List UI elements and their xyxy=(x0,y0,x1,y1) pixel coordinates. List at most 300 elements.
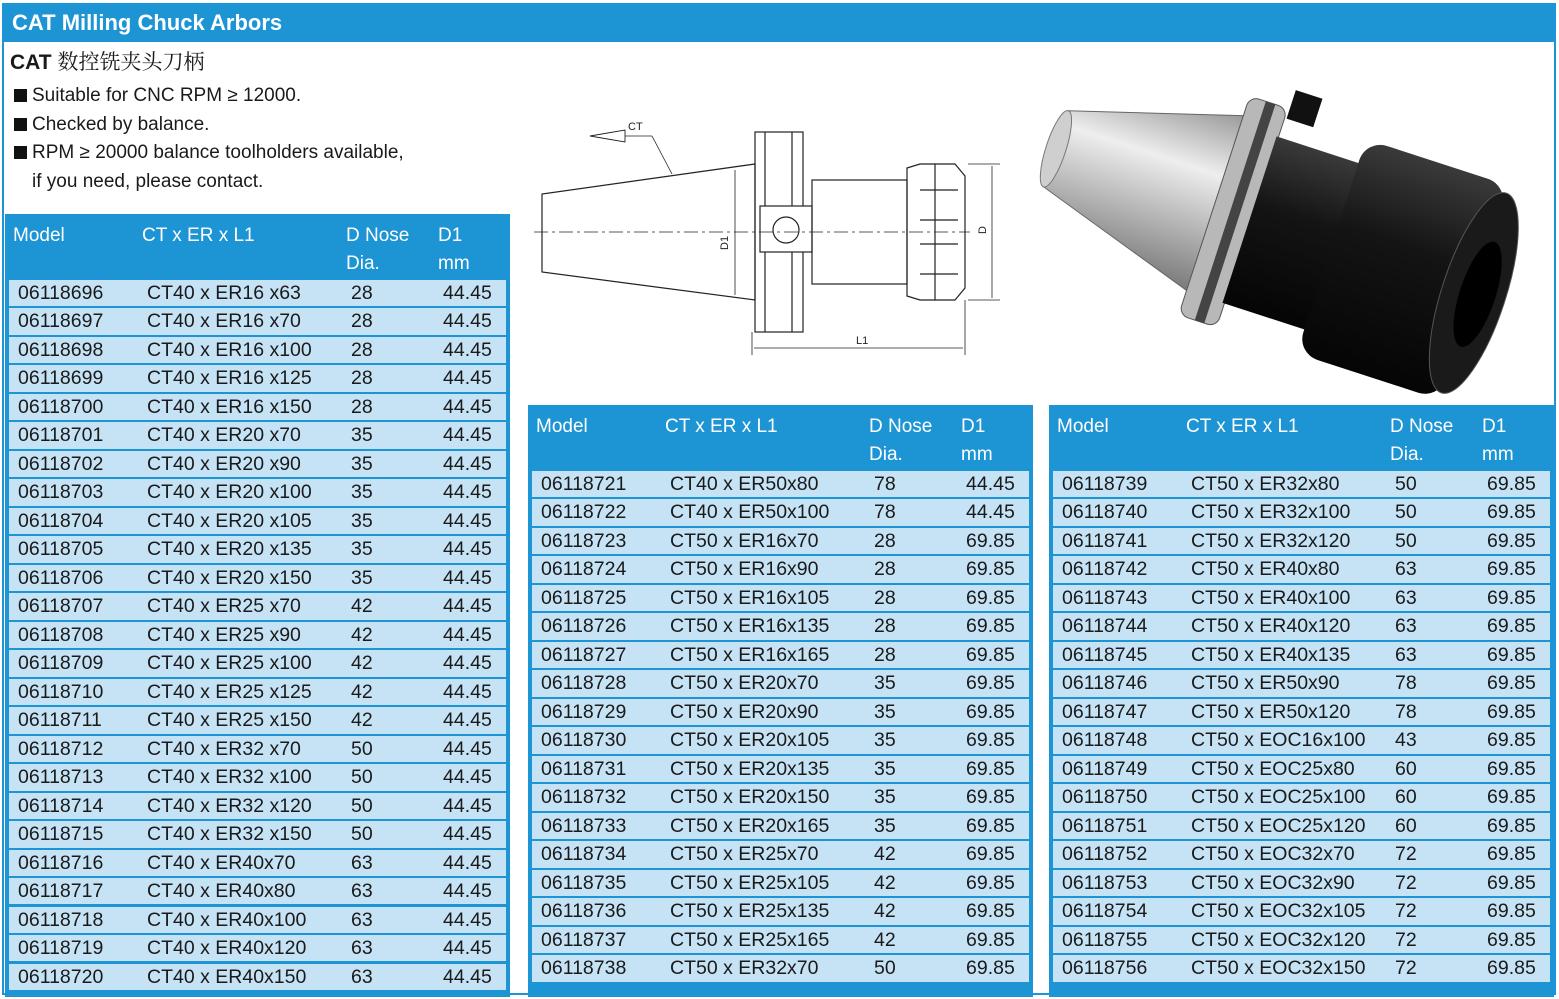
cell-model: 06118724 xyxy=(541,558,627,581)
cell-spec: CT50 x ER20x150 xyxy=(670,786,830,809)
table-row xyxy=(532,784,1029,810)
cell-d1: 44.45 xyxy=(443,965,492,988)
cell-spec: CT50 x ER25x70 xyxy=(670,843,819,866)
cell-spec: CT50 x EOC16x100 xyxy=(1191,729,1366,752)
cell-model: 06118744 xyxy=(1062,615,1148,638)
cell-d1: 69.85 xyxy=(1487,900,1536,923)
cell-d1: 44.45 xyxy=(443,338,492,361)
cell-spec: CT50 x EOC25x100 xyxy=(1191,786,1366,809)
cell-dnose: 42 xyxy=(874,900,896,923)
cell-model: 06118701 xyxy=(18,424,104,447)
table-row xyxy=(9,878,506,904)
table-row xyxy=(532,699,1029,725)
cell-model: 06118725 xyxy=(541,586,627,609)
cell-d1: 44.45 xyxy=(443,595,492,618)
cell-dnose: 63 xyxy=(1395,558,1417,581)
table-row xyxy=(1053,471,1550,497)
cell-spec: CT50 x ER40x80 xyxy=(1191,558,1340,581)
cell-d1: 69.85 xyxy=(966,928,1015,951)
cell-spec: CT40 x ER40x70 xyxy=(147,851,296,874)
subtitle-chinese: 数控铣夹头刀柄 xyxy=(57,51,205,74)
cell-dnose: 50 xyxy=(351,794,373,817)
table-row xyxy=(532,556,1029,582)
cell-dnose: 28 xyxy=(874,529,896,552)
table-row xyxy=(532,841,1029,867)
cell-d1: 44.45 xyxy=(443,709,492,732)
cell-model: 06118716 xyxy=(18,851,104,874)
cell-dnose: 28 xyxy=(874,586,896,609)
cell-model: 06118700 xyxy=(18,395,104,418)
cell-model: 06118748 xyxy=(1062,729,1148,752)
cell-d1: 44.45 xyxy=(443,851,492,874)
cell-spec: CT40 x ER25 x150 xyxy=(147,709,312,732)
cell-model: 06118706 xyxy=(18,566,104,589)
cell-d1: 44.45 xyxy=(443,509,492,532)
table-row xyxy=(1053,499,1550,525)
cell-dnose: 28 xyxy=(351,310,373,333)
cell-model: 06118733 xyxy=(541,814,627,837)
cell-spec: CT50 x ER50x90 xyxy=(1191,672,1340,695)
table-body xyxy=(532,471,1029,984)
cell-dnose: 42 xyxy=(351,623,373,646)
table-row xyxy=(9,793,506,819)
cell-model: 06118755 xyxy=(1062,928,1148,951)
subtitle-bold: CAT xyxy=(10,51,52,74)
cell-d1: 69.85 xyxy=(966,529,1015,552)
cell-dnose: 28 xyxy=(351,338,373,361)
cell-d1: 69.85 xyxy=(966,843,1015,866)
table-row xyxy=(1053,642,1550,668)
subtitle xyxy=(10,46,204,76)
cell-d1: 69.85 xyxy=(1487,957,1536,980)
cell-d1: 69.85 xyxy=(1487,643,1536,666)
cell-dnose: 78 xyxy=(874,473,896,495)
cell-spec: CT50 x EOC25x80 xyxy=(1191,757,1355,780)
cell-spec: CT50 x ER20x70 xyxy=(670,672,819,695)
cell-d1: 69.85 xyxy=(966,729,1015,752)
table-row xyxy=(9,280,506,306)
cell-spec: CT40 x ER40x100 xyxy=(147,908,307,931)
cell-spec: CT50 x ER16x135 xyxy=(670,615,830,638)
table-row xyxy=(1053,528,1550,554)
cell-d1: 69.85 xyxy=(966,757,1015,780)
cell-dnose: 35 xyxy=(351,566,373,589)
cell-d1: 69.85 xyxy=(966,957,1015,980)
cell-spec: CT50 x ER25x135 xyxy=(670,900,830,923)
cell-model: 06118720 xyxy=(18,965,104,988)
technical-drawing xyxy=(530,110,1010,360)
table-row xyxy=(9,679,506,705)
cell-d1: 44.45 xyxy=(443,823,492,846)
table-row xyxy=(1053,670,1550,696)
square-bullet-icon xyxy=(14,89,27,102)
cell-d1: 69.85 xyxy=(966,700,1015,723)
cell-model: 06118740 xyxy=(1062,501,1148,524)
table-row xyxy=(1053,841,1550,867)
table-row xyxy=(1053,955,1550,981)
cell-spec: CT40 x ER16 x100 xyxy=(147,338,312,361)
cell-d1: 44.45 xyxy=(443,538,492,561)
cell-model: 06118727 xyxy=(541,643,627,666)
cell-d1: 69.85 xyxy=(1487,615,1536,638)
table-row xyxy=(532,585,1029,611)
cell-d1: 69.85 xyxy=(966,814,1015,837)
cell-d1: 44.45 xyxy=(443,794,492,817)
cell-spec: CT50 x ER20x105 xyxy=(670,729,830,752)
table-row xyxy=(9,821,506,847)
cell-model: 06118717 xyxy=(18,880,104,903)
cell-dnose: 50 xyxy=(351,766,373,789)
cell-model: 06118736 xyxy=(541,900,627,923)
header-spec: CT x ER x L1 xyxy=(665,416,778,437)
page-title: CAT Milling Chuck Arbors xyxy=(12,10,283,35)
cell-model: 06118711 xyxy=(18,709,102,732)
cell-model: 06118754 xyxy=(1062,900,1148,923)
cell-d1: 69.85 xyxy=(1487,501,1536,524)
table-header xyxy=(5,217,510,275)
header-model: Model xyxy=(13,225,65,246)
cell-model: 06118732 xyxy=(541,786,627,809)
table-header xyxy=(1049,408,1554,466)
table-row xyxy=(9,337,506,363)
table-row xyxy=(1053,870,1550,896)
cell-d1: 44.45 xyxy=(966,501,1015,524)
cell-model: 06118756 xyxy=(1062,957,1148,980)
cell-spec: CT50 x EOC25x120 xyxy=(1191,814,1366,837)
table-row xyxy=(1053,898,1550,924)
cell-spec: CT50 x EOC32x105 xyxy=(1191,900,1366,923)
cell-model: 06118745 xyxy=(1062,643,1148,666)
cell-d1: 69.85 xyxy=(1487,814,1536,837)
cell-d1: 69.85 xyxy=(1487,558,1536,581)
cell-d1: 44.45 xyxy=(443,481,492,504)
cell-spec: CT50 x ER20x165 xyxy=(670,814,830,837)
cell-dnose: 28 xyxy=(351,282,373,304)
product-photo xyxy=(1018,72,1548,412)
table-row xyxy=(9,479,506,505)
cell-d1: 44.45 xyxy=(443,452,492,475)
cell-d1: 44.45 xyxy=(443,737,492,760)
cell-d1: 69.85 xyxy=(966,586,1015,609)
cell-dnose: 72 xyxy=(1395,928,1417,951)
cell-model: 06118723 xyxy=(541,529,627,552)
cell-model: 06118737 xyxy=(541,928,627,951)
cell-dnose: 63 xyxy=(351,908,373,931)
cell-d1: 69.85 xyxy=(966,786,1015,809)
cell-spec: CT40 x ER40x150 xyxy=(147,965,307,988)
cell-spec: CT40 x ER32 x70 xyxy=(147,737,301,760)
cell-d1: 44.45 xyxy=(443,908,492,931)
cell-spec: CT40 x ER20 x135 xyxy=(147,538,312,561)
table-row xyxy=(532,727,1029,753)
cell-dnose: 35 xyxy=(874,729,896,752)
cell-d1: 44.45 xyxy=(443,623,492,646)
table-row xyxy=(9,565,506,591)
cell-spec: CT50 x ER32x100 xyxy=(1191,501,1351,524)
cell-d1: 69.85 xyxy=(966,643,1015,666)
cell-dnose: 63 xyxy=(351,851,373,874)
cell-model: 06118710 xyxy=(18,680,104,703)
cell-dnose: 35 xyxy=(874,814,896,837)
cell-dnose: 72 xyxy=(1395,957,1417,980)
table-row xyxy=(1053,699,1550,725)
cell-spec: CT50 x ER40x135 xyxy=(1191,643,1351,666)
cell-spec: CT50 x ER25x165 xyxy=(670,928,830,951)
cell-spec: CT40 x ER25 x90 xyxy=(147,623,301,646)
cell-model: 06118708 xyxy=(18,623,104,646)
cell-spec: CT40 x ER20 x70 xyxy=(147,424,301,447)
cell-d1: 44.45 xyxy=(443,652,492,675)
cell-model: 06118707 xyxy=(18,595,104,618)
table-row xyxy=(1053,585,1550,611)
cell-dnose: 35 xyxy=(874,786,896,809)
cell-spec: CT50 x EOC32x120 xyxy=(1191,928,1366,951)
cell-dnose: 35 xyxy=(874,757,896,780)
cell-dnose: 63 xyxy=(351,965,373,988)
cell-dnose: 35 xyxy=(351,424,373,447)
cell-dnose: 63 xyxy=(351,880,373,903)
table-row xyxy=(9,536,506,562)
cell-spec: CT40 x ER20 x150 xyxy=(147,566,312,589)
table-row xyxy=(1053,556,1550,582)
cell-spec: CT40 x ER20 x90 xyxy=(147,452,301,475)
cell-model: 06118735 xyxy=(541,871,627,894)
cell-d1: 44.45 xyxy=(443,566,492,589)
cell-model: 06118713 xyxy=(18,766,104,789)
cell-model: 06118718 xyxy=(18,908,104,931)
header-d1: D1 mm xyxy=(438,225,470,274)
table-row xyxy=(1053,727,1550,753)
table-row xyxy=(9,850,506,876)
cell-d1: 69.85 xyxy=(1487,672,1536,695)
cell-spec: CT50 x ER25x105 xyxy=(670,871,830,894)
cell-model: 06118721 xyxy=(541,473,627,495)
table-row xyxy=(9,593,506,619)
cell-dnose: 50 xyxy=(351,737,373,760)
table-row xyxy=(1053,784,1550,810)
cell-spec: CT40 x ER16 x70 xyxy=(147,310,301,333)
cell-dnose: 78 xyxy=(874,501,896,524)
cell-dnose: 78 xyxy=(1395,700,1417,723)
cell-model: 06118753 xyxy=(1062,871,1148,894)
cell-dnose: 42 xyxy=(874,843,896,866)
cell-dnose: 28 xyxy=(874,615,896,638)
cell-d1: 69.85 xyxy=(1487,473,1536,495)
spec-table-3 xyxy=(1049,405,1554,997)
header-d1: D1 mm xyxy=(961,416,993,465)
cell-model: 06118731 xyxy=(541,757,627,780)
cell-dnose: 63 xyxy=(351,937,373,960)
cell-spec: CT50 x ER20x135 xyxy=(670,757,830,780)
header-d1: D1 mm xyxy=(1482,416,1514,465)
table-row xyxy=(1053,756,1550,782)
cell-model: 06118738 xyxy=(541,957,627,980)
feature-list xyxy=(14,82,404,196)
cell-model: 06118722 xyxy=(541,501,627,524)
cell-dnose: 63 xyxy=(1395,615,1417,638)
cell-spec: CT50 x ER40x100 xyxy=(1191,586,1351,609)
cell-spec: CT40 x ER20 x105 xyxy=(147,509,312,532)
cell-d1: 69.85 xyxy=(1487,871,1536,894)
header-spec: CT x ER x L1 xyxy=(1186,416,1299,437)
table-row xyxy=(9,451,506,477)
cell-dnose: 50 xyxy=(1395,473,1417,495)
cell-spec: CT40 x ER32 x120 xyxy=(147,794,312,817)
cell-spec: CT40 x ER32 x150 xyxy=(147,823,312,846)
cell-model: 06118698 xyxy=(18,338,104,361)
cell-spec: CT50 x ER32x120 xyxy=(1191,529,1351,552)
cell-spec: CT50 x ER50x120 xyxy=(1191,700,1351,723)
table-row xyxy=(9,394,506,420)
cell-spec: CT50 x EOC32x150 xyxy=(1191,957,1366,980)
cell-spec: CT50 x ER40x120 xyxy=(1191,615,1351,638)
header-model: Model xyxy=(1057,416,1109,437)
drawing-label-d1: D1 xyxy=(719,235,731,250)
cell-d1: 69.85 xyxy=(966,672,1015,695)
header-spec: CT x ER x L1 xyxy=(142,225,255,246)
spec-table-1 xyxy=(5,214,510,997)
cell-dnose: 60 xyxy=(1395,814,1417,837)
cell-model: 06118719 xyxy=(18,937,104,960)
cell-dnose: 72 xyxy=(1395,843,1417,866)
cell-dnose: 50 xyxy=(874,957,896,980)
header-dnose: D Nose Dia. xyxy=(346,225,410,274)
table-row xyxy=(9,622,506,648)
cell-spec: CT50 x ER32x70 xyxy=(670,957,819,980)
cell-dnose: 28 xyxy=(874,558,896,581)
cell-dnose: 28 xyxy=(351,367,373,390)
square-bullet-icon xyxy=(14,146,27,159)
table-row xyxy=(532,927,1029,953)
cell-spec: CT50 x ER16x105 xyxy=(670,586,830,609)
cell-spec: CT50 x ER20x90 xyxy=(670,700,819,723)
cell-d1: 69.85 xyxy=(1487,529,1536,552)
cell-model: 06118709 xyxy=(18,652,104,675)
cell-d1: 69.85 xyxy=(966,900,1015,923)
cell-spec: CT50 x ER32x80 xyxy=(1191,473,1340,495)
table-row xyxy=(9,907,506,933)
cell-dnose: 35 xyxy=(874,700,896,723)
cell-dnose: 42 xyxy=(351,595,373,618)
table-row xyxy=(532,898,1029,924)
cell-d1: 44.45 xyxy=(443,367,492,390)
cell-spec: CT40 x ER25 x100 xyxy=(147,652,312,675)
cell-model: 06118750 xyxy=(1062,786,1148,809)
feature-item-continuation: if you need, please contact. xyxy=(32,170,264,192)
cell-d1: 69.85 xyxy=(1487,928,1536,951)
table-row xyxy=(532,499,1029,525)
table-row xyxy=(532,471,1029,497)
cell-spec: CT40 x ER16 x125 xyxy=(147,367,312,390)
header-model: Model xyxy=(536,416,588,437)
cell-spec: CT50 x ER16x90 xyxy=(670,558,819,581)
table-body xyxy=(9,280,506,992)
header-dnose: D Nose Dia. xyxy=(1390,416,1454,465)
cell-d1: 44.45 xyxy=(966,473,1015,495)
table-row xyxy=(532,642,1029,668)
cell-model: 06118730 xyxy=(541,729,627,752)
cell-dnose: 35 xyxy=(874,672,896,695)
cell-model: 06118696 xyxy=(18,282,104,304)
cell-d1: 44.45 xyxy=(443,880,492,903)
drawing-label-l1: L1 xyxy=(856,335,869,347)
cell-spec: CT40 x ER16 x63 xyxy=(147,282,301,304)
cell-d1: 69.85 xyxy=(966,615,1015,638)
table-row xyxy=(9,964,506,990)
cell-d1: 69.85 xyxy=(966,871,1015,894)
cell-spec: CT50 x ER16x165 xyxy=(670,643,830,666)
table-row xyxy=(9,764,506,790)
table-row xyxy=(9,650,506,676)
cell-dnose: 42 xyxy=(874,928,896,951)
title-bar xyxy=(4,5,1554,42)
cell-model: 06118714 xyxy=(18,794,104,817)
cell-spec: CT50 x EOC32x90 xyxy=(1191,871,1355,894)
cell-dnose: 60 xyxy=(1395,786,1417,809)
cell-spec: CT40 x ER25 x70 xyxy=(147,595,301,618)
table-body xyxy=(1053,471,1550,984)
table-row xyxy=(9,707,506,733)
cell-d1: 44.45 xyxy=(443,680,492,703)
cell-model: 06118699 xyxy=(18,367,104,390)
cell-d1: 44.45 xyxy=(443,395,492,418)
table-row xyxy=(9,508,506,534)
cell-model: 06118752 xyxy=(1062,843,1148,866)
cell-dnose: 60 xyxy=(1395,757,1417,780)
cell-model: 06118729 xyxy=(541,700,627,723)
cell-d1: 44.45 xyxy=(443,766,492,789)
cell-spec: CT50 x ER16x70 xyxy=(670,529,819,552)
cell-dnose: 35 xyxy=(351,481,373,504)
cell-model: 06118749 xyxy=(1062,757,1148,780)
cell-dnose: 43 xyxy=(1395,729,1417,752)
cell-d1: 69.85 xyxy=(1487,700,1536,723)
cell-dnose: 42 xyxy=(874,871,896,894)
cell-d1: 44.45 xyxy=(443,282,492,304)
cell-dnose: 42 xyxy=(351,652,373,675)
cell-model: 06118728 xyxy=(541,672,627,695)
cell-d1: 69.85 xyxy=(1487,729,1536,752)
cell-dnose: 78 xyxy=(1395,672,1417,695)
cell-spec: CT40 x ER50x80 xyxy=(670,473,819,495)
table-row xyxy=(9,308,506,334)
drawing-cone xyxy=(542,164,755,300)
drawing-label-ct: CT xyxy=(628,121,643,133)
table-row xyxy=(1053,927,1550,953)
cell-model: 06118702 xyxy=(18,452,104,475)
cell-model: 06118743 xyxy=(1062,586,1148,609)
cell-dnose: 28 xyxy=(351,395,373,418)
drawing-label-d: D xyxy=(977,226,989,234)
table-row xyxy=(9,736,506,762)
table-row xyxy=(532,613,1029,639)
cell-model: 06118751 xyxy=(1062,814,1148,837)
header-dnose: D Nose Dia. xyxy=(869,416,933,465)
cell-dnose: 50 xyxy=(1395,529,1417,552)
cell-spec: CT40 x ER40x80 xyxy=(147,880,296,903)
feature-item: Suitable for CNC RPM ≥ 12000. xyxy=(14,82,404,111)
cell-model: 06118705 xyxy=(18,538,104,561)
cell-dnose: 35 xyxy=(351,509,373,532)
cell-d1: 69.85 xyxy=(1487,786,1536,809)
cell-d1: 69.85 xyxy=(1487,843,1536,866)
cell-spec: CT40 x ER50x100 xyxy=(670,501,830,524)
table-row xyxy=(532,528,1029,554)
feature-item: RPM ≥ 20000 balance toolholders available, xyxy=(14,139,404,168)
cell-d1: 69.85 xyxy=(1487,586,1536,609)
cell-spec: CT40 x ER25 x125 xyxy=(147,680,312,703)
table-row xyxy=(532,870,1029,896)
